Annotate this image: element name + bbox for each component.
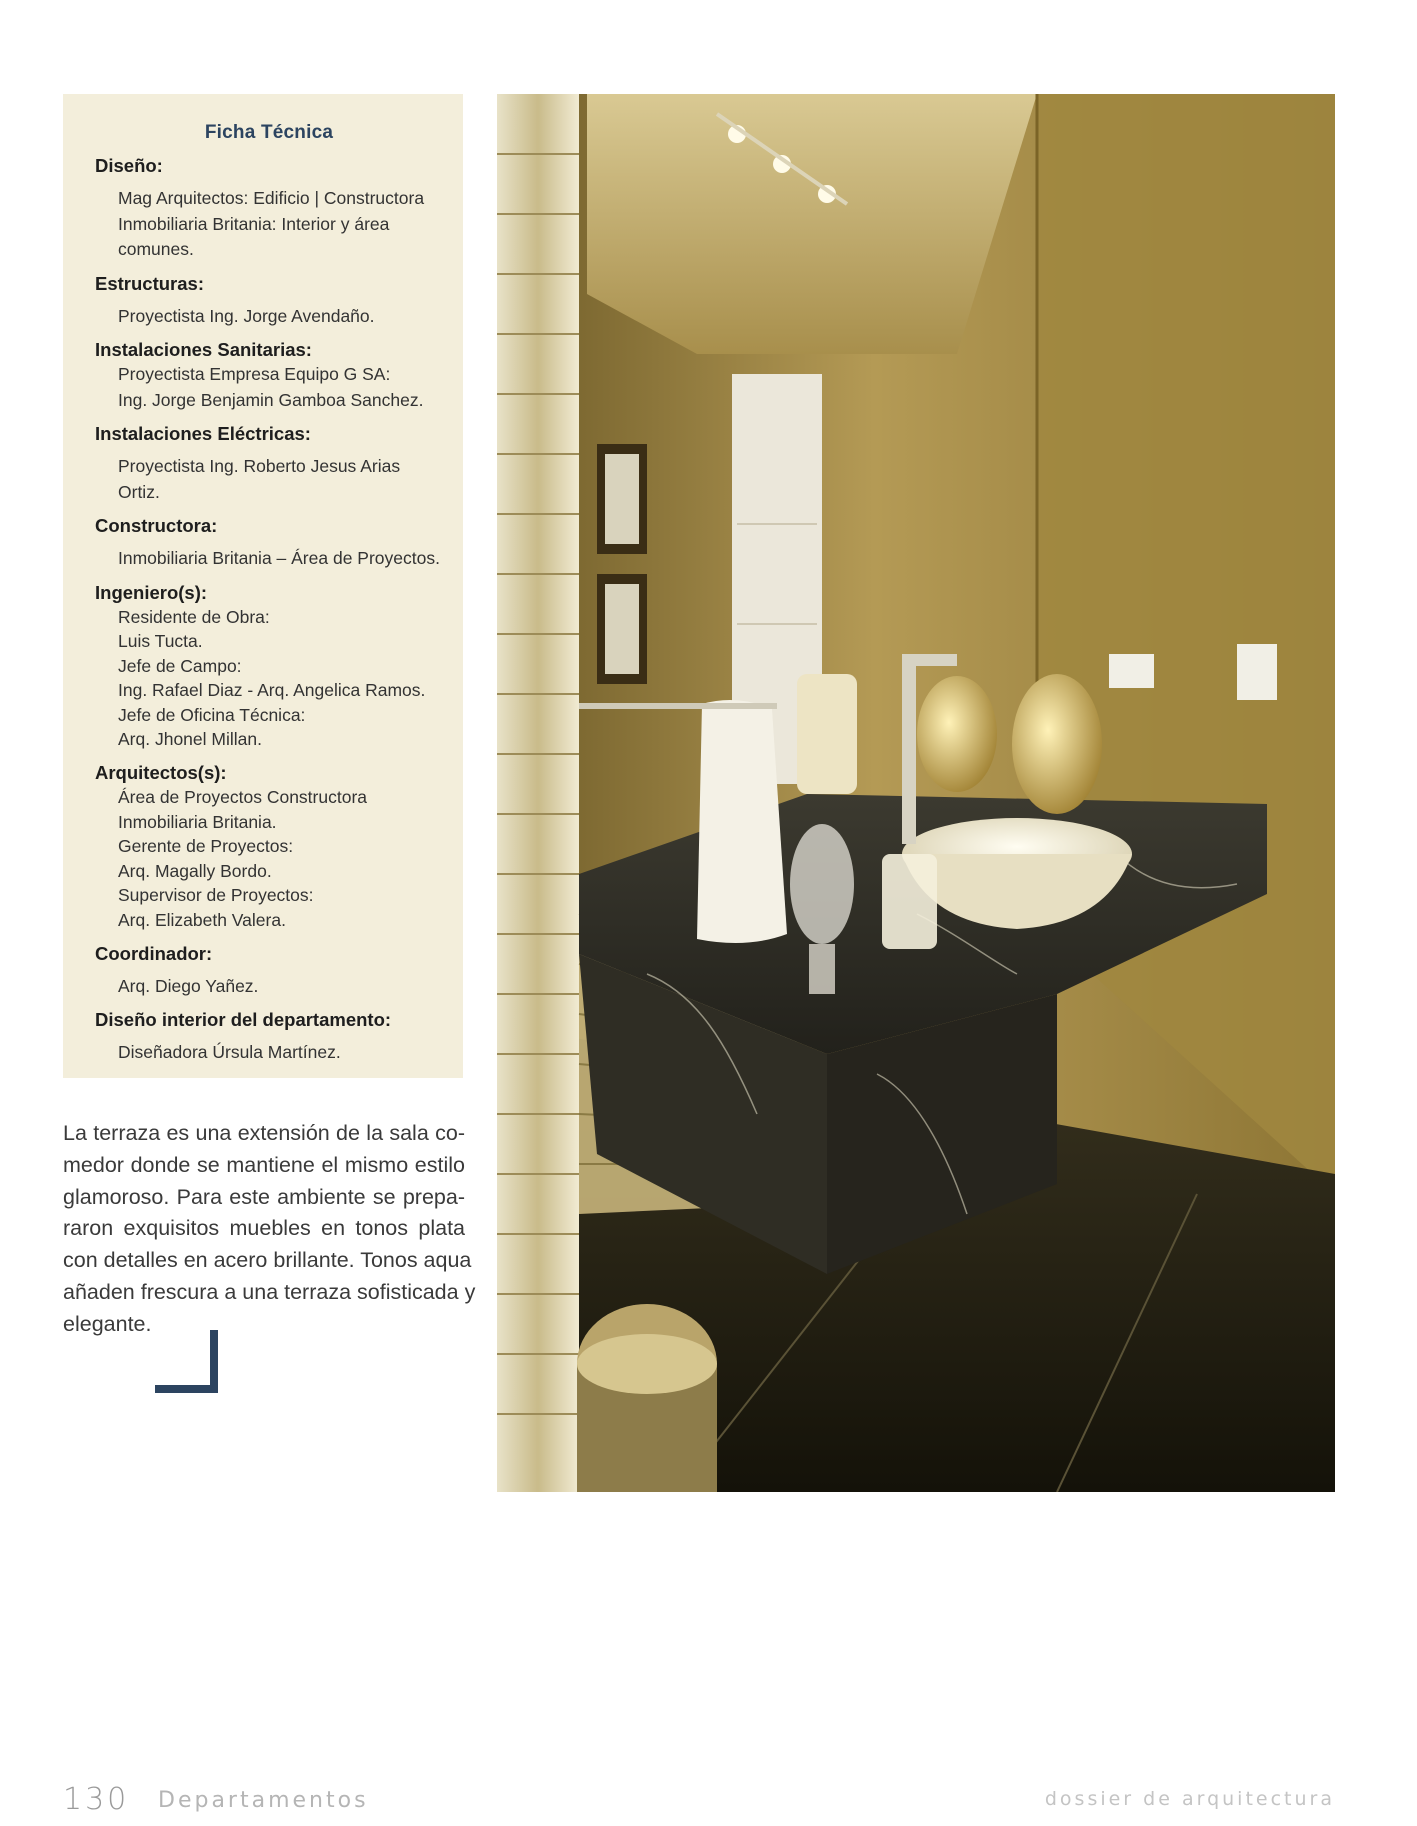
ficha-title: Ficha Técnica (204, 122, 334, 143)
section-line: Proyectista Empresa Equipo G SA: (118, 364, 391, 384)
section-line: Inmobiliaria Britania: Interior y área (118, 213, 390, 234)
section-label: Departamentos (158, 1788, 369, 1813)
paragraph-line: glamoroso. Para este ambiente se prepa- (63, 1184, 465, 1209)
section-line: Ing. Jorge Benjamin Gamboa Sanchez. (118, 389, 424, 410)
corner-bracket-icon (155, 1330, 219, 1394)
section-coordinador (95, 942, 443, 1000)
section-line: Supervisor de Proyectos: (118, 885, 314, 906)
section-heading: Diseño: (95, 155, 163, 176)
section-line: Gerente de Proyectos: (118, 836, 294, 857)
section-line: Arq. Elizabeth Valera. (118, 910, 286, 931)
section-diseno (95, 154, 443, 263)
section-sanitarias (95, 338, 443, 413)
paragraph-line: añaden frescura a una terraza sofisticada y (63, 1279, 476, 1304)
section-line: Arq. Diego Yañez. (118, 975, 259, 996)
page-number: 130 (63, 1782, 130, 1817)
section-line: Jefe de Oficina Técnica: (118, 704, 306, 725)
section-line: Jefe de Campo: (118, 655, 242, 676)
body-paragraph (63, 1118, 476, 1341)
section-constructora (95, 514, 443, 572)
section-line: Luis Tucta. (118, 631, 203, 652)
section-line: Inmobiliaria Britania. (118, 811, 277, 832)
section-line: comunes. (118, 239, 194, 259)
section-line: Inmobiliaria Britania – Área de Proyectos. (118, 548, 440, 568)
section-diseno-interior (95, 1008, 443, 1066)
section-heading: Instalaciones Eléctricas: (95, 423, 311, 444)
section-electricas (95, 422, 443, 505)
section-line: Arq. Jhonel Millan. (118, 729, 262, 750)
section-line: Arq. Magally Bordo. (118, 860, 272, 881)
section-ingenieros (95, 581, 443, 753)
section-line: Diseñadora Úrsula Martínez. (118, 1042, 341, 1063)
section-line: Mag Arquitectos: Edificio | Constructora (118, 188, 425, 208)
ficha-tecnica-panel (63, 94, 463, 1078)
section-estructuras (95, 272, 443, 330)
section-heading: Constructora: (95, 515, 218, 536)
section-arquitectos (95, 761, 443, 933)
bathroom-photo (497, 94, 1335, 1492)
paragraph-line: raron exquisitos muebles en tonos plata (63, 1216, 465, 1241)
paragraph-line: medor donde se mantiene el mismo estilo (63, 1152, 465, 1177)
section-line: Proyectista Ing. Jorge Avendaño. (118, 305, 375, 326)
section-heading: Coordinador: (95, 942, 213, 964)
section-heading: Estructuras: (95, 272, 204, 294)
section-line: Residente de Obra: (118, 606, 270, 627)
magazine-name: dossier de arquitectura (1044, 1788, 1335, 1810)
section-line: Proyectista Ing. Roberto Jesus Arias Ortiz. (118, 456, 401, 502)
section-heading: Diseño interior del departamento: (95, 1009, 392, 1031)
section-heading: Arquitectos(s): (95, 762, 227, 784)
section-line: Área de Proyectos Constructora (118, 787, 368, 808)
paragraph-line: La terraza es una extensión de la sala co- (63, 1121, 465, 1145)
paragraph-line: con detalles en acero brillante. Tonos aqua (63, 1248, 472, 1273)
paragraph-line: elegante. (63, 1311, 152, 1336)
section-heading: Instalaciones Sanitarias: (95, 339, 312, 360)
section-line: Ing. Rafael Diaz - Arq. Angelica Ramos. (118, 680, 426, 701)
section-heading: Ingeniero(s): (95, 581, 208, 603)
